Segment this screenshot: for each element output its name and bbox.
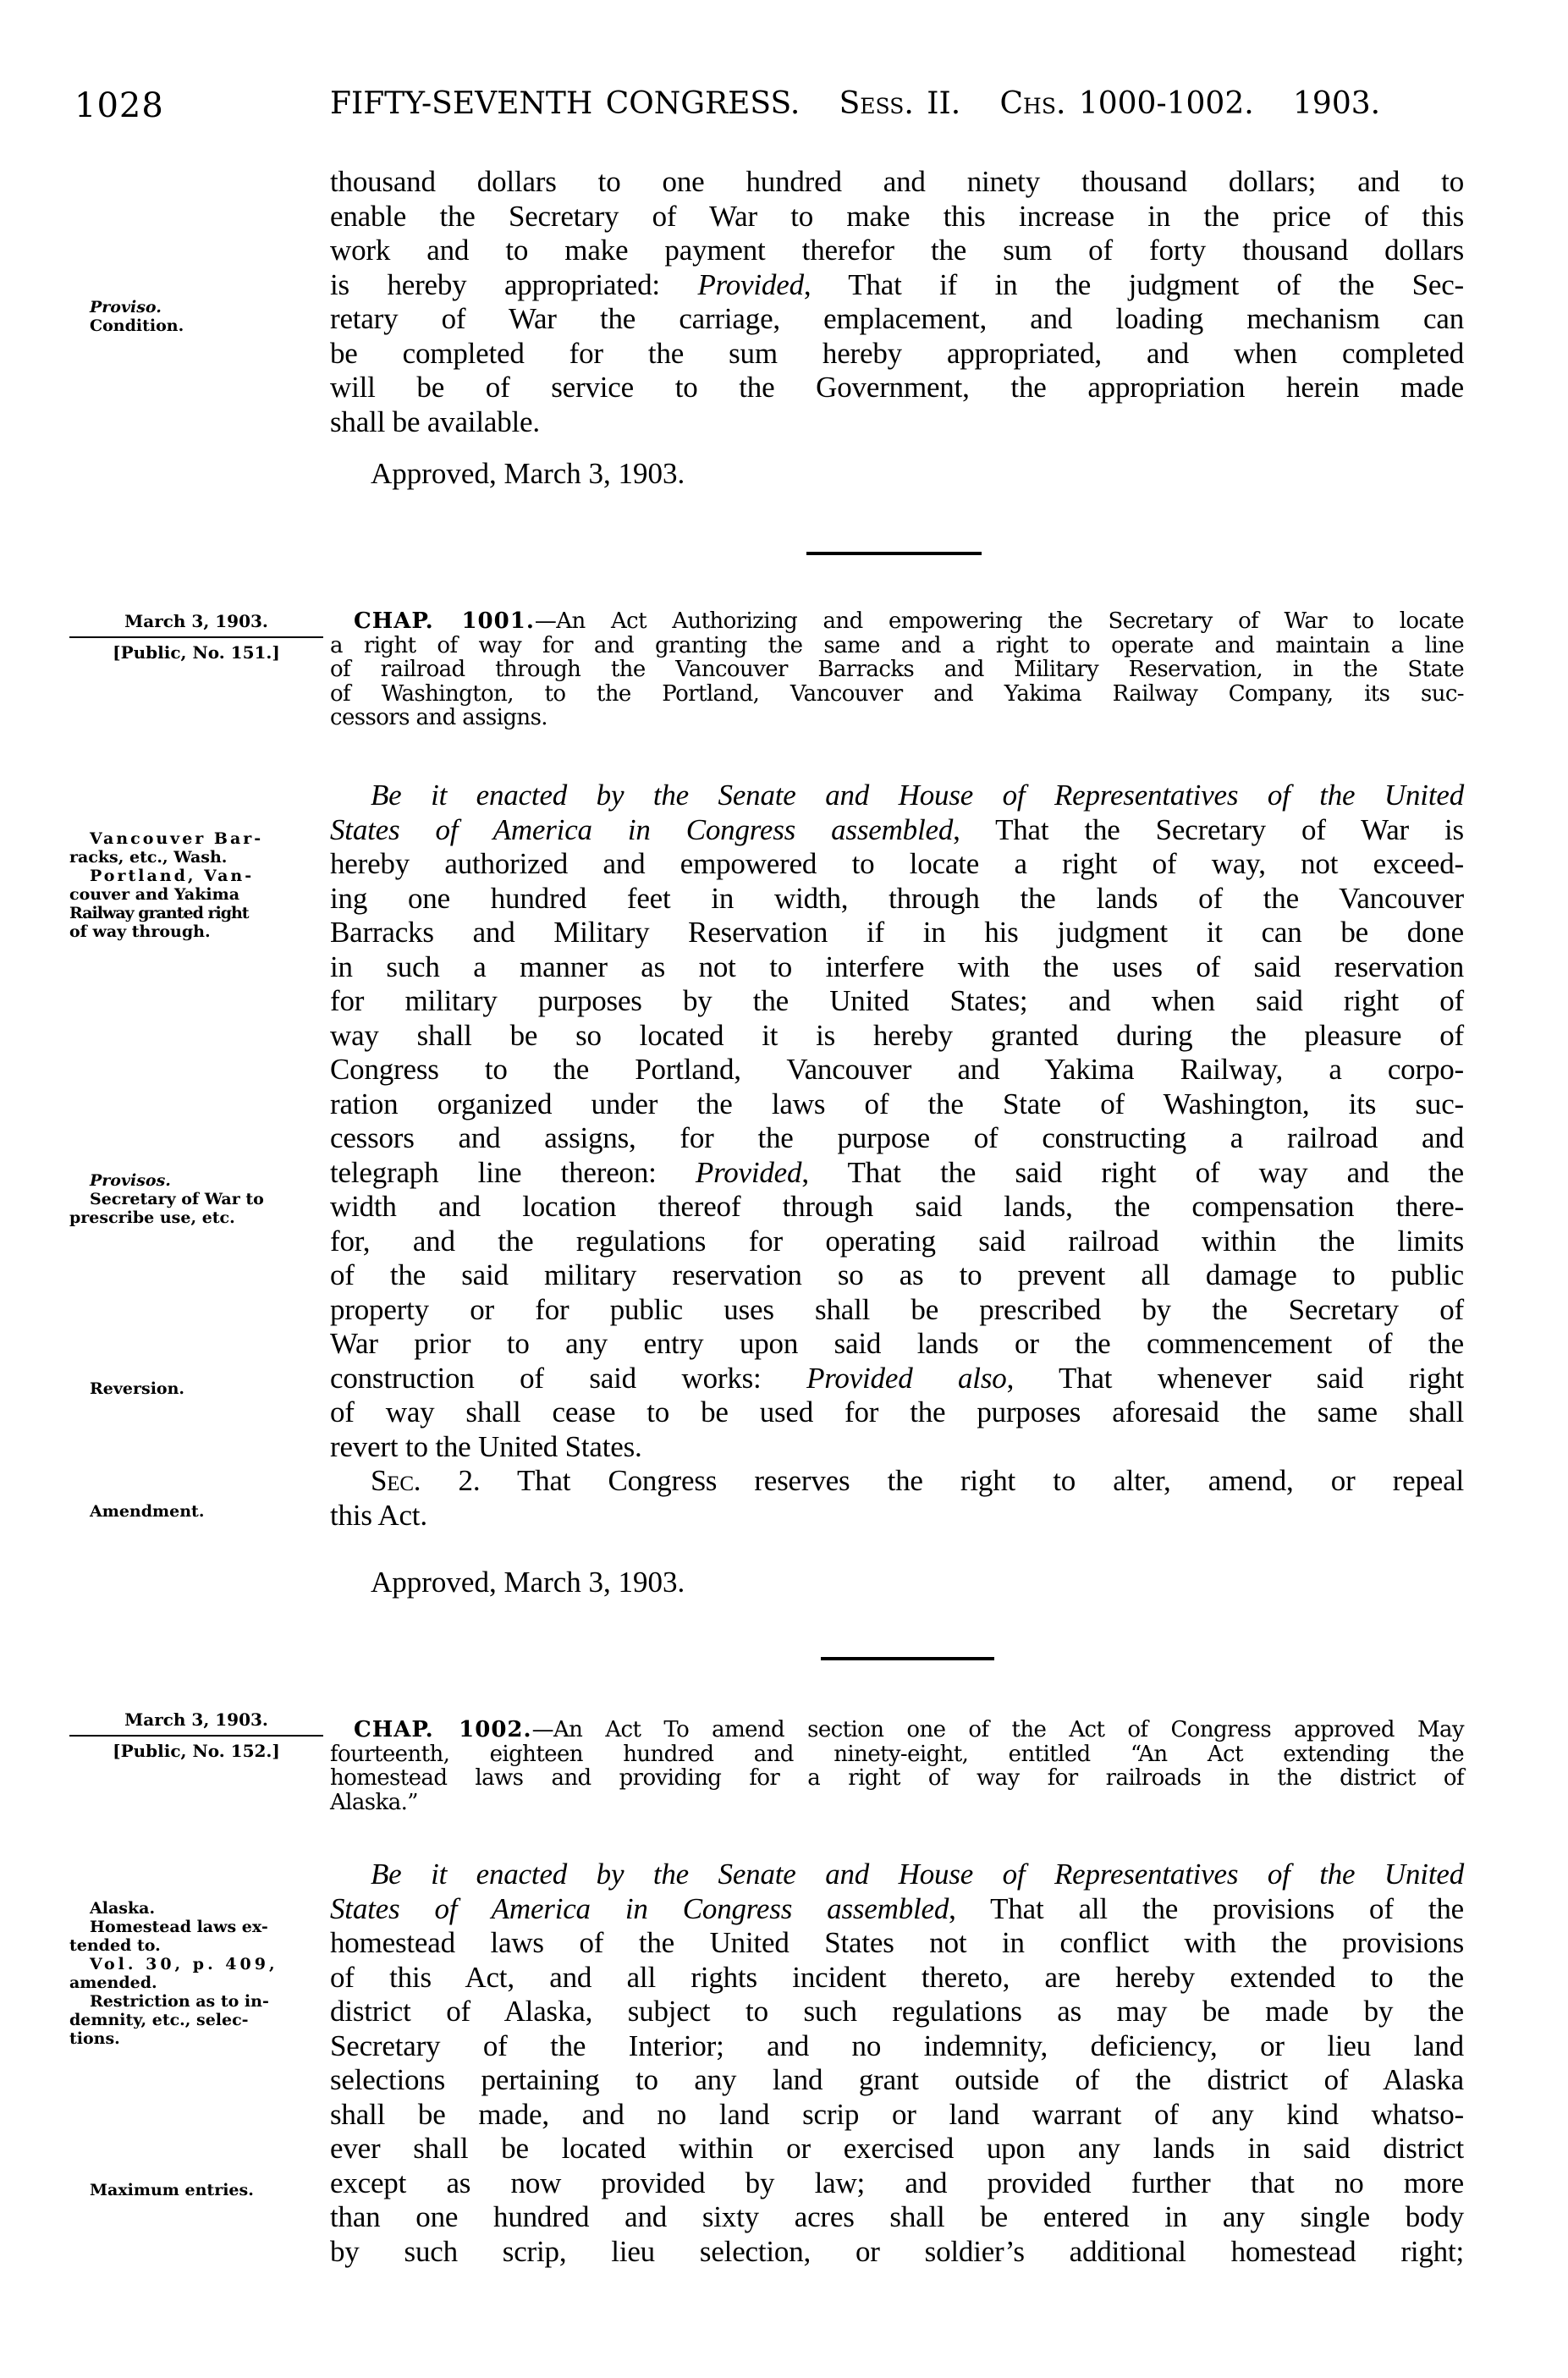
text-line: will be of service to the Government, the appropriation herein made bbox=[330, 371, 1464, 404]
margin-note: Condition. bbox=[90, 317, 184, 335]
section-divider bbox=[821, 1657, 994, 1660]
text-line bbox=[330, 1156, 1464, 1191]
text-line: width and location thereof through said lands, the compensation there- bbox=[330, 1190, 1464, 1223]
text-line: of this Act, and all rights incident thereto, are hereby extended to the bbox=[330, 1960, 1464, 1994]
text-line: except as now provided by law; and provided further that no more bbox=[330, 2166, 1464, 2199]
margin-note: Vol. 30, p. 409, bbox=[90, 1955, 278, 1973]
text-fragment: , That the Secretary of War is bbox=[953, 812, 1464, 846]
margin-note: of way through. bbox=[69, 922, 211, 941]
enacting-clause: States of America in Congress assembled bbox=[330, 1891, 949, 1925]
margin-note: Maximum entries. bbox=[90, 2181, 254, 2199]
text-line: ing one hundred feet in width, through the lands of the Vancouver bbox=[330, 881, 1464, 915]
chapter-label: CHAP. 1002. bbox=[354, 1717, 532, 1742]
proviso-word: Provided also bbox=[806, 1361, 1007, 1395]
margin-notes-provisos bbox=[69, 1171, 332, 1227]
margin-note: demnity, etc., selec- bbox=[69, 2011, 249, 2029]
margin-note: Amendment. bbox=[90, 1502, 205, 1521]
chapters-label: Chs. 1000-1002. bbox=[999, 86, 1254, 121]
margin-note: tions. bbox=[69, 2029, 120, 2048]
text-line: Congress to the Portland, Vancouver and Yakima Railway, a corpo- bbox=[330, 1053, 1464, 1086]
text-fragment: , That whenever said right bbox=[1006, 1361, 1464, 1395]
text-line: revert to the United States. bbox=[330, 1429, 642, 1463]
margin-note: Provisos. bbox=[90, 1171, 171, 1190]
running-head-title bbox=[330, 86, 1464, 121]
margin-note: racks, etc., Wash. bbox=[69, 848, 228, 867]
margin-note-amendment bbox=[69, 1502, 332, 1521]
public-law-number: [Public, No. 151.] bbox=[113, 642, 280, 663]
text-line bbox=[330, 1892, 1464, 1927]
text-line bbox=[330, 1362, 1464, 1396]
margin-note-reversion bbox=[69, 1379, 332, 1398]
text-fragment: That Congress reserves the right to alter, amend, or repeal bbox=[480, 1464, 1464, 1497]
enacting-clause: States of America in Congress assembled bbox=[330, 812, 954, 846]
text-line: district of Alaska, subject to such regulations as may be made by the bbox=[330, 1995, 1464, 2028]
continuation-text bbox=[330, 165, 1464, 439]
approval-date: March 3, 1903. bbox=[69, 1708, 323, 1737]
text-line bbox=[330, 268, 1464, 303]
text-line: hereby authorized and empowered to locate a right of way, not exceed- bbox=[330, 847, 1464, 880]
margin-note: Railway granted right bbox=[69, 904, 249, 922]
text-line: retary of War the carriage, emplacement, and loading mechanism can bbox=[330, 302, 1464, 335]
text-line: property or for public uses shall be prescribed by the Secretary of bbox=[330, 1292, 1464, 1326]
chap1001-body bbox=[330, 779, 1464, 1533]
text-line: Barracks and Military Reservation if in his judgment it can be done bbox=[330, 916, 1464, 949]
text-line: Alaska.” bbox=[330, 1789, 418, 1815]
margin-note: Homestead laws ex- bbox=[90, 1918, 268, 1936]
text-line: fourteenth, eighteen hundred and ninety-eight, entitled “An Act extending the bbox=[330, 1741, 1464, 1767]
margin-note: amended. bbox=[69, 1973, 157, 1992]
text-line: be completed for the sum hereby appropriated, and when completed bbox=[330, 336, 1464, 370]
approval-date: March 3, 1903. bbox=[69, 609, 323, 638]
text-line: for, and the regulations for operating said railroad within the limits bbox=[330, 1224, 1464, 1258]
text-fragment: , That the said right of way and the bbox=[801, 1155, 1464, 1189]
margin-note: Restriction as to in- bbox=[90, 1992, 269, 2011]
chap1002-body bbox=[330, 1858, 1464, 2269]
text-line: in such a manner as not to interfere with the uses of said reservation bbox=[330, 950, 1464, 983]
approved-block bbox=[330, 457, 1464, 491]
year-label: 1903. bbox=[1293, 86, 1381, 121]
text-line: War prior to any entry upon said lands or the commencement of the bbox=[330, 1327, 1464, 1360]
margin-note: prescribe use, etc. bbox=[69, 1208, 235, 1227]
margin-note-maximum bbox=[69, 2181, 332, 2199]
text-fragment: —An Act Authorizing and empowering the Secretary of War to locate bbox=[534, 608, 1464, 634]
public-law-number: [Public, No. 152.] bbox=[113, 1741, 280, 1761]
text-fragment: , That if in the judgment of the Sec- bbox=[803, 267, 1465, 301]
section-divider bbox=[806, 552, 982, 555]
text-line: enable the Secretary of War to make this increase in the price of this bbox=[330, 199, 1464, 233]
text-line bbox=[330, 813, 1464, 848]
session-label: Sess. II. bbox=[839, 86, 961, 121]
text-line: of Washington, to the Portland, Vancouver and Yakima Railway Company, its suc- bbox=[330, 680, 1464, 707]
text-line: cessors and assigns. bbox=[330, 705, 547, 730]
text-line: homestead laws and providing for a right of way for railroads in the district of bbox=[330, 1765, 1464, 1791]
text-line: than one hundred and sixty acres shall be entered in any single body bbox=[330, 2200, 1464, 2233]
text-line: cessors and assigns, for the purpose of constructing a railroad and bbox=[330, 1121, 1464, 1154]
text-line: Secretary of the Interior; and no indemnity, deficiency, or lieu land bbox=[330, 2028, 1464, 2062]
text-line: ration organized under the laws of the State of Washington, its suc- bbox=[330, 1087, 1464, 1120]
margin-note: Vancouver Bar- bbox=[90, 829, 264, 848]
proviso-word: Provided bbox=[697, 267, 804, 301]
margin-notes-vancouver bbox=[69, 829, 332, 941]
chap1001-title bbox=[330, 609, 1464, 730]
margin-note: Alaska. bbox=[90, 1899, 156, 1918]
section-label: Sec. 2. bbox=[371, 1464, 481, 1497]
text-fragment: is hereby appropriated: bbox=[330, 267, 698, 301]
enacting-clause: Be it enacted by the Senate and House of Representatives of the United bbox=[371, 1858, 1464, 1891]
chap1002-title bbox=[330, 1718, 1464, 1814]
text-line: ever shall be located within or exercised upon any lands in said district bbox=[330, 2132, 1464, 2165]
congress-title: FIFTY-SEVENTH CONGRESS. bbox=[330, 86, 801, 121]
margin-note: Proviso. bbox=[90, 298, 162, 317]
text-fragment: , That all the provisions of the bbox=[949, 1891, 1464, 1925]
text-line: work and to make payment therefor the sum of forty thousand dollars bbox=[330, 234, 1464, 267]
text-fragment: —An Act To amend section one of the Act of Congress approved May bbox=[531, 1717, 1464, 1742]
text-line: of way shall cease to be used for the purposes aforesaid the same shall bbox=[330, 1395, 1464, 1428]
approved-block bbox=[330, 1566, 1464, 1599]
text-line: this Act. bbox=[330, 1498, 427, 1532]
margin-note: couver and Yakima bbox=[69, 885, 240, 904]
text-line: selections pertaining to any land grant outside of the district of Alaska bbox=[330, 2063, 1464, 2096]
text-fragment: telegraph line thereon: bbox=[330, 1155, 696, 1189]
text-line bbox=[330, 609, 1464, 634]
margin-note: tended to. bbox=[69, 1936, 161, 1955]
margin-notes-proviso bbox=[69, 298, 332, 335]
text-line: shall be available. bbox=[330, 405, 540, 438]
text-line: thousand dollars to one hundred and ninety thousand dollars; and to bbox=[330, 165, 1464, 198]
page-number: 1028 bbox=[74, 86, 164, 125]
text-line: of the said military reservation so as to prevent all damage to public bbox=[330, 1258, 1464, 1291]
text-line: by such scrip, lieu selection, or soldier’s additional homestead right; bbox=[330, 2234, 1464, 2268]
proviso-word: Provided bbox=[695, 1155, 802, 1189]
text-line: homestead laws of the United States not in conflict with the provisions bbox=[330, 1926, 1464, 1959]
running-head bbox=[0, 86, 1568, 129]
text-line: for military purposes by the United States; and when said right of bbox=[330, 984, 1464, 1017]
chap1002-date-box bbox=[69, 1708, 323, 1762]
margin-note: Portland, Van- bbox=[90, 867, 255, 885]
margin-notes-alaska bbox=[69, 1899, 332, 2048]
enacting-clause: Be it enacted by the Senate and House of Representatives of the United bbox=[371, 779, 1464, 812]
chapter-label: CHAP. 1001. bbox=[354, 608, 535, 634]
text-line: of railroad through the Vancouver Barracks and Military Reservation, in the State bbox=[330, 657, 1464, 682]
chap1001-date-box bbox=[69, 609, 323, 663]
text-line bbox=[330, 1718, 1464, 1742]
margin-note: Secretary of War to bbox=[90, 1190, 264, 1208]
text-line: shall be made, and no land scrip or land warrant of any kind whatso- bbox=[330, 2097, 1464, 2131]
approval-date: Approved, March 3, 1903. bbox=[371, 1566, 685, 1599]
approval-date: Approved, March 3, 1903. bbox=[371, 457, 685, 490]
text-line: a right of way for and granting the same and a right to operate and maintain a line bbox=[330, 632, 1464, 658]
text-fragment: construction of said works: bbox=[330, 1361, 807, 1395]
margin-note: Reversion. bbox=[90, 1379, 185, 1398]
text-line: way shall be so located it is hereby granted during the pleasure of bbox=[330, 1018, 1464, 1052]
text-line bbox=[330, 1464, 1464, 1499]
